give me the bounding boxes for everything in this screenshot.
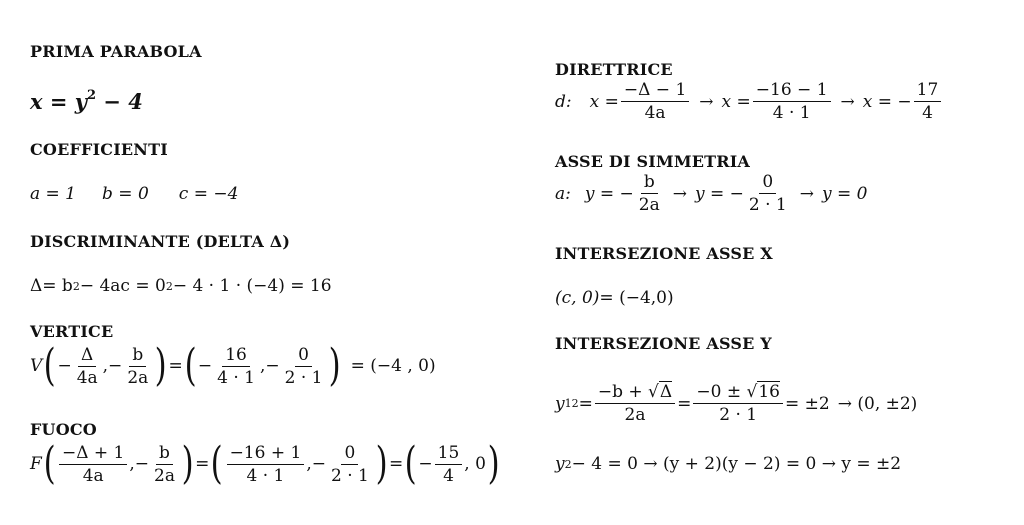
coefficients-line <box>30 184 238 204</box>
heading-vertice: VERTICE <box>30 322 114 341</box>
discriminant-line: Δ= b 2 − 4ac = 0 2 − 4 · 1 · (−4) = 16 <box>30 276 332 296</box>
parabola-equation: $x = y^2 - 4$ <box>30 88 143 114</box>
heading-intersezione-y: INTERSEZIONE ASSE Y <box>555 334 772 353</box>
title-prima-parabola: PRIMA PARABOLA <box>30 42 202 61</box>
heading-direttrice: DIRETTRICE <box>555 60 673 79</box>
coeff-b: b = 0 <box>102 184 149 204</box>
coeff-c: c = −4 <box>178 184 239 204</box>
heading-coefficienti: COEFFICIENTI <box>30 140 168 159</box>
symmetry-axis-formula: a: y = − $\frac{b}{2a}$ → y = − $\frac{0}{2 \cdot 1}$ → y = 0 <box>555 172 868 215</box>
directrix-formula: d: x = $\frac{-\Delta - 1}{4a}$ → x = $\frac{-16 - 1}{4 \cdot 1}$ → x = − $\frac{17}{4}$ <box>555 80 943 123</box>
heading-intersezione-x: INTERSEZIONE ASSE X <box>555 244 773 263</box>
x-intersection-line: (c, 0) = (−4,0) <box>555 288 674 308</box>
heading-asse-simmetria: ASSE DI SIMMETRIA <box>555 152 751 171</box>
heading-discriminante: DISCRIMINANTE (DELTA Δ) <box>30 232 291 251</box>
focus-formula: F ( $\frac{-\Delta + 1}{4a}$ ,− $\frac{b}{2a}$ ) = ( $\frac{-16 + 1}{4 \cdot 1}$ ,− $\frac{0}{2 \cdot 1}$ ) = ( − $\frac{15}{4}$ , 0 ) <box>30 438 500 489</box>
y-intersection-formula: y 12 = $\frac{-b + √\Delta}{2a}$ = $\frac{-0 \pm √16}{2 \cdot 1}$ = ±2 → (0, ±2) <box>555 382 918 425</box>
coeff-a: a = 1 <box>30 184 77 204</box>
heading-fuoco: FUOCO <box>30 420 97 439</box>
y-intersection-check: y 2 − 4 = 0 → (y + 2)(y − 2) = 0 → y = ±2 <box>555 454 902 474</box>
vertex-formula: V ( − $\frac{\Delta}{4a}$ ,− $\frac{b}{2a}$ ) = ( − $\frac{16}{4 \cdot 1}$ ,− $\frac{0}{2 \cdot 1}$ ) = (−4 , 0) <box>30 340 436 391</box>
